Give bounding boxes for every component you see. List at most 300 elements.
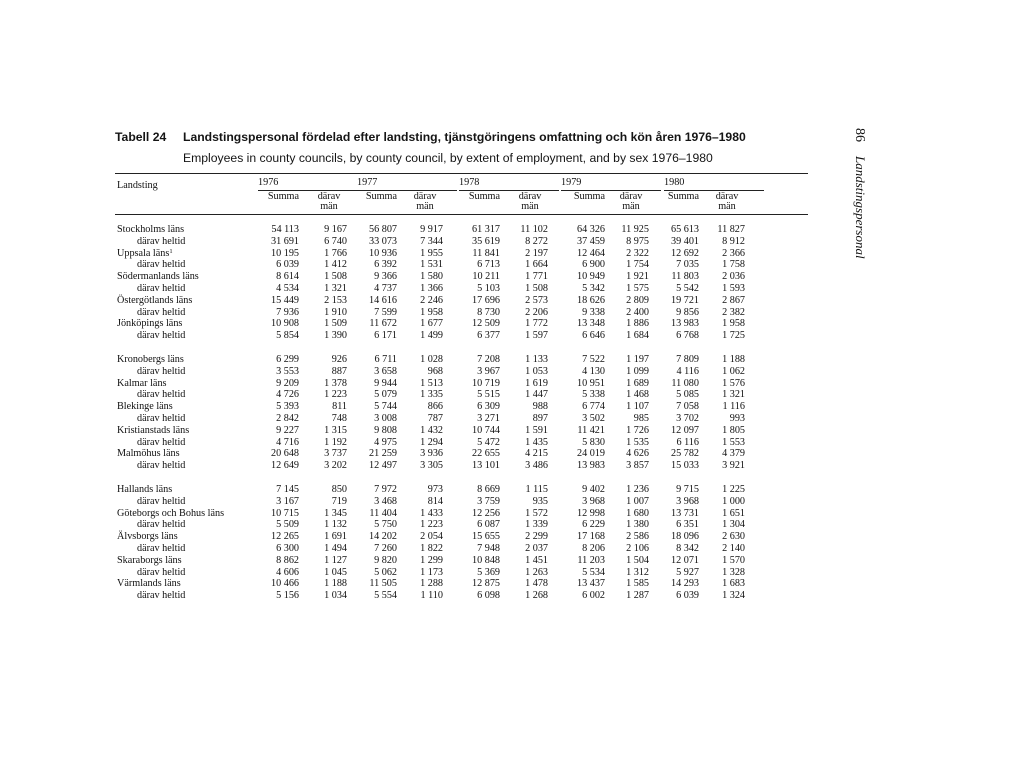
cell-darav-man: 1 288: [420, 578, 443, 590]
cell-summa: 21 259: [368, 448, 397, 460]
cell-summa: 6 039: [676, 590, 699, 602]
cell-darav-man: 1 045: [324, 566, 347, 578]
cell-summa: 3 468: [374, 495, 397, 507]
cell-darav-man: 1 955: [420, 247, 443, 259]
cell-darav-man: 1 575: [626, 282, 649, 294]
cell-darav-man: 1 433: [420, 507, 443, 519]
cell-summa: 9 402: [582, 483, 605, 495]
cell-darav-man: 1 910: [324, 306, 347, 318]
cell-summa: 7 936: [276, 306, 299, 318]
title-line-swedish: [115, 130, 746, 147]
cell-darav-man: 9 917: [420, 224, 443, 235]
cell-summa: 12 097: [670, 424, 699, 436]
cell-summa: 6 039: [276, 259, 299, 271]
cell-darav-man: 1 451: [525, 554, 548, 566]
cell-summa: 7 972: [374, 483, 397, 495]
cell-darav-man: 11 827: [717, 224, 745, 235]
cell-summa: 5 079: [374, 389, 397, 401]
cell-summa: 35 619: [471, 235, 500, 247]
table-row: [115, 224, 808, 236]
cell-summa: 5 927: [676, 566, 699, 578]
cell-summa: 6 768: [676, 330, 699, 342]
cell-summa: 14 616: [368, 294, 397, 306]
cell-summa: 8 730: [477, 306, 500, 318]
cell-darav-man: 2 809: [626, 294, 649, 306]
cell-summa: 8 614: [276, 271, 299, 283]
cell-darav-man: 1 223: [420, 519, 443, 531]
cell-darav-man: 2 400: [626, 306, 649, 318]
table-body: [115, 224, 808, 602]
cell-darav-man: 1 726: [626, 424, 649, 436]
cell-summa: 12 875: [471, 578, 500, 590]
cell-darav-man: 8 975: [626, 235, 649, 247]
year-header: 1978: [459, 177, 480, 188]
cell-summa: 65 613: [670, 224, 699, 235]
row-label: därav heltid: [137, 282, 186, 294]
cell-summa: 4 726: [276, 389, 299, 401]
page-number: 86: [852, 128, 867, 142]
row-label: Södermanlands läns: [117, 271, 199, 283]
cell-darav-man: 1 758: [722, 259, 745, 271]
cell-darav-man: 2 630: [722, 531, 745, 543]
column-header-summa: Summa: [667, 191, 699, 202]
cell-summa: 5 472: [477, 436, 500, 448]
cell-darav-man: 2 036: [722, 271, 745, 283]
cell-summa: 3 271: [477, 412, 500, 424]
cell-darav-man: 1 585: [626, 578, 649, 590]
cell-summa: 5 830: [582, 436, 605, 448]
cell-darav-man: 11 102: [520, 224, 548, 235]
cell-summa: 17 168: [576, 531, 605, 543]
cell-summa: 19 721: [670, 294, 699, 306]
cell-darav-man: 1 822: [420, 542, 443, 554]
cell-summa: 25 782: [670, 448, 699, 460]
cell-darav-man: 1 116: [722, 401, 745, 413]
cell-darav-man: 1 677: [420, 318, 443, 330]
cell-darav-man: 1 007: [626, 495, 649, 507]
cell-summa: 15 033: [670, 460, 699, 472]
cell-darav-man: 1 619: [525, 377, 548, 389]
cell-darav-man: 1 115: [525, 483, 548, 495]
cell-summa: 6 392: [374, 259, 397, 271]
row-label: därav heltid: [137, 519, 186, 531]
cell-darav-man: 1 107: [626, 401, 649, 413]
cell-summa: 11 421: [577, 424, 605, 436]
cell-summa: 5 103: [477, 282, 500, 294]
cell-summa: 3 553: [276, 365, 299, 377]
cell-darav-man: 1 664: [525, 259, 548, 271]
row-label: därav heltid: [137, 389, 186, 401]
row-label: därav heltid: [137, 412, 186, 424]
cell-summa: 10 715: [270, 507, 299, 519]
table-row: [115, 496, 808, 508]
cell-summa: 6 229: [582, 519, 605, 531]
cell-summa: 3 658: [374, 365, 397, 377]
year-header: 1979: [561, 177, 582, 188]
cell-darav-man: 2 382: [722, 306, 745, 318]
cell-darav-man: 3 305: [420, 460, 443, 472]
cell-darav-man: 1 958: [722, 318, 745, 330]
cell-summa: 6 299: [276, 353, 299, 365]
cell-darav-man: 3 857: [626, 460, 649, 472]
row-label: därav heltid: [137, 460, 186, 472]
cell-darav-man: 993: [729, 412, 745, 424]
cell-summa: 10 211: [472, 271, 500, 283]
cell-darav-man: 968: [427, 365, 443, 377]
row-label: därav heltid: [137, 495, 186, 507]
cell-darav-man: 1 432: [420, 424, 443, 436]
cell-summa: 10 936: [368, 247, 397, 259]
cell-summa: 18 626: [576, 294, 605, 306]
cell-darav-man: 9 167: [324, 224, 347, 235]
table-row: [115, 318, 808, 330]
cell-summa: 3 502: [582, 412, 605, 424]
cell-summa: 6 900: [582, 259, 605, 271]
row-label: Östergötlands läns: [117, 294, 193, 306]
table-row: [115, 401, 808, 413]
table-row: [115, 259, 808, 271]
cell-darav-man: 1 499: [420, 330, 443, 342]
row-label: Kalmar läns: [117, 377, 167, 389]
cell-summa: 13 437: [576, 578, 605, 590]
table-title-english: Employees in county councils, by county council, by extent of employment, and by sex 1976–1980: [183, 151, 713, 165]
cell-darav-man: 2 037: [525, 542, 548, 554]
cell-summa: 61 317: [471, 224, 500, 235]
cell-darav-man: 1 580: [420, 271, 443, 283]
cell-darav-man: 1 132: [324, 519, 347, 531]
cell-summa: 5 085: [676, 389, 699, 401]
table-row: [115, 330, 808, 342]
cell-darav-man: 1 509: [324, 318, 347, 330]
cell-summa: 13 731: [670, 507, 699, 519]
cell-darav-man: 2 054: [420, 531, 443, 543]
cell-darav-man: 3 936: [420, 448, 443, 460]
row-label: Hallands läns: [117, 483, 173, 495]
table-top-rule: [115, 173, 808, 174]
column-header-darav-man: därav män: [518, 191, 542, 212]
cell-summa: 9 227: [276, 424, 299, 436]
cell-darav-man: 935: [532, 495, 548, 507]
header-bottom-rule: [115, 214, 808, 215]
table-row: [115, 354, 808, 366]
row-label: därav heltid: [137, 542, 186, 554]
cell-summa: 7 948: [477, 542, 500, 554]
cell-darav-man: 2 206: [525, 306, 548, 318]
cell-summa: 11 841: [472, 247, 500, 259]
cell-summa: 5 554: [374, 590, 397, 602]
cell-summa: 10 195: [270, 247, 299, 259]
cell-summa: 6 116: [676, 436, 699, 448]
cell-darav-man: 2 573: [525, 294, 548, 306]
row-label: Uppsala läns$^1$: [117, 247, 173, 259]
cell-summa: 14 202: [368, 531, 397, 543]
cell-summa: 6 377: [477, 330, 500, 342]
cell-darav-man: 1 321: [324, 282, 347, 294]
cell-summa: 12 464: [576, 247, 605, 259]
cell-darav-man: 1 886: [626, 318, 649, 330]
cell-darav-man: 1 197: [626, 353, 649, 365]
table-row: [115, 295, 808, 307]
cell-darav-man: 1 345: [324, 507, 347, 519]
cell-darav-man: 8 912: [722, 235, 745, 247]
cell-summa: 8 206: [582, 542, 605, 554]
cell-darav-man: 1 099: [626, 365, 649, 377]
cell-darav-man: 1 684: [626, 330, 649, 342]
cell-darav-man: 985: [633, 412, 649, 424]
cell-summa: 7 058: [676, 401, 699, 413]
table-row: [115, 555, 808, 567]
cell-summa: 8 342: [676, 542, 699, 554]
footnote-marker: 1: [169, 247, 173, 255]
cell-darav-man: 866: [427, 401, 443, 413]
cell-summa: 5 854: [276, 330, 299, 342]
cell-darav-man: 2 867: [722, 294, 745, 306]
cell-darav-man: 1 725: [722, 330, 745, 342]
cell-darav-man: 748: [331, 412, 347, 424]
cell-darav-man: 1 772: [525, 318, 548, 330]
cell-summa: 13 983: [670, 318, 699, 330]
cell-darav-man: 973: [427, 483, 443, 495]
cell-summa: 9 856: [676, 306, 699, 318]
cell-summa: 9 209: [276, 377, 299, 389]
table-row: [115, 236, 808, 248]
cell-summa: 7 809: [676, 353, 699, 365]
cell-darav-man: 4 379: [722, 448, 745, 460]
cell-summa: 5 369: [477, 566, 500, 578]
table-row: [115, 508, 808, 520]
cell-darav-man: 1 805: [722, 424, 745, 436]
cell-darav-man: 1 223: [324, 389, 347, 401]
cell-darav-man: 1 689: [626, 377, 649, 389]
cell-darav-man: 1 192: [324, 436, 347, 448]
cell-darav-man: 1 053: [525, 365, 548, 377]
cell-summa: 3 968: [676, 495, 699, 507]
cell-darav-man: 1 173: [420, 566, 443, 578]
cell-darav-man: 3 737: [324, 448, 347, 460]
table-row: [115, 543, 808, 555]
cell-darav-man: 1 572: [525, 507, 548, 519]
row-label: därav heltid: [137, 259, 186, 271]
column-header-summa: Summa: [468, 191, 500, 202]
cell-darav-man: 1 299: [420, 554, 443, 566]
table-row: [115, 567, 808, 579]
cell-darav-man: 1 570: [722, 554, 745, 566]
cell-summa: 6 351: [676, 519, 699, 531]
cell-darav-man: 8 272: [525, 235, 548, 247]
cell-summa: 6 002: [582, 590, 605, 602]
row-label: Jönköpings läns: [117, 318, 183, 330]
running-title: Landstingspersonal: [853, 156, 868, 259]
cell-darav-man: 1 680: [626, 507, 649, 519]
cell-summa: 5 338: [582, 389, 605, 401]
cell-summa: 6 774: [582, 401, 605, 413]
cell-darav-man: 1 028: [420, 353, 443, 365]
cell-darav-man: 1 494: [324, 542, 347, 554]
cell-summa: 7 035: [676, 259, 699, 271]
cell-summa: 6 711: [374, 353, 397, 365]
cell-darav-man: 1 531: [420, 259, 443, 271]
row-label: Värmlands läns: [117, 578, 181, 590]
cell-summa: 6 171: [374, 330, 397, 342]
column-header-darav-man: därav män: [317, 191, 341, 212]
table-row: [115, 366, 808, 378]
cell-darav-man: 1 478: [525, 578, 548, 590]
cell-summa: 10 951: [576, 377, 605, 389]
cell-summa: 5 534: [582, 566, 605, 578]
cell-summa: 56 807: [368, 224, 397, 235]
table-row: [115, 460, 808, 472]
cell-summa: 10 744: [471, 424, 500, 436]
cell-summa: 5 156: [276, 590, 299, 602]
cell-summa: 7 260: [374, 542, 397, 554]
table-row: [115, 578, 808, 590]
cell-summa: 11 505: [369, 578, 397, 590]
cell-darav-man: 1 766: [324, 247, 347, 259]
cell-summa: 13 348: [576, 318, 605, 330]
cell-summa: 11 203: [577, 554, 605, 566]
table-row: [115, 484, 808, 496]
row-label: därav heltid: [137, 566, 186, 578]
cell-darav-man: 1 535: [626, 436, 649, 448]
column-header-summa: Summa: [365, 191, 397, 202]
row-label: Kristianstads läns: [117, 424, 190, 436]
cell-summa: 5 744: [374, 401, 397, 413]
cell-darav-man: 4 215: [525, 448, 548, 460]
row-label: därav heltid: [137, 330, 186, 342]
row-label: Blekinge läns: [117, 401, 173, 413]
table-row: [115, 283, 808, 295]
cell-darav-man: 988: [532, 401, 548, 413]
row-label: Skaraborgs läns: [117, 554, 182, 566]
cell-summa: 3 968: [582, 495, 605, 507]
cell-darav-man: 1 188: [324, 578, 347, 590]
cell-darav-man: 1 110: [420, 590, 443, 602]
cell-summa: 12 265: [270, 531, 299, 543]
cell-darav-man: 2 140: [722, 542, 745, 554]
column-header-summa: Summa: [267, 191, 299, 202]
row-label: Stockholms läns: [117, 224, 185, 235]
cell-summa: 4 534: [276, 282, 299, 294]
cell-darav-man: 1 335: [420, 389, 443, 401]
cell-summa: 3 702: [676, 412, 699, 424]
cell-darav-man: 1 683: [722, 578, 745, 590]
cell-summa: 4 130: [582, 365, 605, 377]
cell-summa: 15 655: [471, 531, 500, 543]
cell-darav-man: 1 380: [626, 519, 649, 531]
cell-darav-man: 1 468: [626, 389, 649, 401]
cell-summa: 5 542: [676, 282, 699, 294]
cell-darav-man: 1 378: [324, 377, 347, 389]
cell-summa: 6 300: [276, 542, 299, 554]
cell-summa: 4 116: [676, 365, 699, 377]
cell-summa: 12 649: [270, 460, 299, 472]
cell-darav-man: 1 315: [324, 424, 347, 436]
cell-summa: 18 096: [670, 531, 699, 543]
cell-darav-man: 1 312: [626, 566, 649, 578]
year-header: 1980: [664, 177, 685, 188]
cell-darav-man: 1 304: [722, 519, 745, 531]
table-row: [115, 248, 808, 260]
cell-darav-man: 2 246: [420, 294, 443, 306]
cell-summa: 6 098: [477, 590, 500, 602]
cell-darav-man: 1 268: [525, 590, 548, 602]
cell-summa: 3 008: [374, 412, 397, 424]
cell-darav-man: 3 486: [525, 460, 548, 472]
cell-summa: 10 466: [270, 578, 299, 590]
cell-darav-man: 1 691: [324, 531, 347, 543]
cell-darav-man: 811: [332, 401, 347, 413]
table-row: [115, 448, 808, 460]
cell-darav-man: 11 925: [621, 224, 649, 235]
cell-summa: 5 750: [374, 519, 397, 531]
cell-darav-man: 897: [532, 412, 548, 424]
cell-summa: 12 256: [471, 507, 500, 519]
cell-summa: 9 715: [676, 483, 699, 495]
cell-darav-man: 1 508: [324, 271, 347, 283]
cell-summa: 9 338: [582, 306, 605, 318]
cell-summa: 12 509: [471, 318, 500, 330]
cell-summa: 12 998: [576, 507, 605, 519]
cell-summa: 24 019: [576, 448, 605, 460]
cell-summa: 12 692: [670, 247, 699, 259]
cell-darav-man: 2 586: [626, 531, 649, 543]
table-row: [115, 425, 808, 437]
cell-darav-man: 3 921: [722, 460, 745, 472]
cell-summa: 39 401: [670, 235, 699, 247]
cell-summa: 6 309: [477, 401, 500, 413]
cell-darav-man: 719: [331, 495, 347, 507]
cell-summa: 5 509: [276, 519, 299, 531]
cell-summa: 3 759: [477, 495, 500, 507]
cell-summa: 8 669: [477, 483, 500, 495]
table-row: [115, 531, 808, 543]
cell-darav-man: 1 236: [626, 483, 649, 495]
cell-summa: 10 949: [576, 271, 605, 283]
cell-darav-man: 1 958: [420, 306, 443, 318]
table-row: [115, 271, 808, 283]
cell-darav-man: 2 106: [626, 542, 649, 554]
row-label: Älvsborgs läns: [117, 531, 178, 543]
cell-summa: 14 293: [670, 578, 699, 590]
cell-summa: 9 820: [374, 554, 397, 566]
cell-summa: 5 393: [276, 401, 299, 413]
table-row: [115, 389, 808, 401]
cell-darav-man: 1 513: [420, 377, 443, 389]
row-label: därav heltid: [137, 590, 186, 602]
column-header-darav-man: därav män: [619, 191, 643, 212]
cell-summa: 4 606: [276, 566, 299, 578]
cell-summa: 20 648: [270, 448, 299, 460]
table-row: [115, 413, 808, 425]
cell-darav-man: 1 508: [525, 282, 548, 294]
cell-darav-man: 1 133: [525, 353, 548, 365]
year-header: 1976: [258, 177, 279, 188]
column-header-summa: Summa: [573, 191, 605, 202]
cell-summa: 7 145: [276, 483, 299, 495]
cell-darav-man: 1 754: [626, 259, 649, 271]
cell-darav-man: 2 366: [722, 247, 745, 259]
cell-summa: 33 073: [368, 235, 397, 247]
row-label: Kronobergs läns: [117, 353, 184, 365]
row-label: Malmöhus läns: [117, 448, 180, 460]
cell-summa: 11 404: [369, 507, 397, 519]
row-label: Göteborgs och Bohus läns: [117, 507, 225, 519]
year-header: 1977: [357, 177, 378, 188]
table-title-swedish: Landstingspersonal fördelad efter landsting, tjänstgöringens omfattning och kön åren 1976–1980: [183, 130, 746, 144]
row-label: därav heltid: [137, 365, 186, 377]
cell-summa: 3 967: [477, 365, 500, 377]
cell-summa: 5 515: [477, 389, 500, 401]
